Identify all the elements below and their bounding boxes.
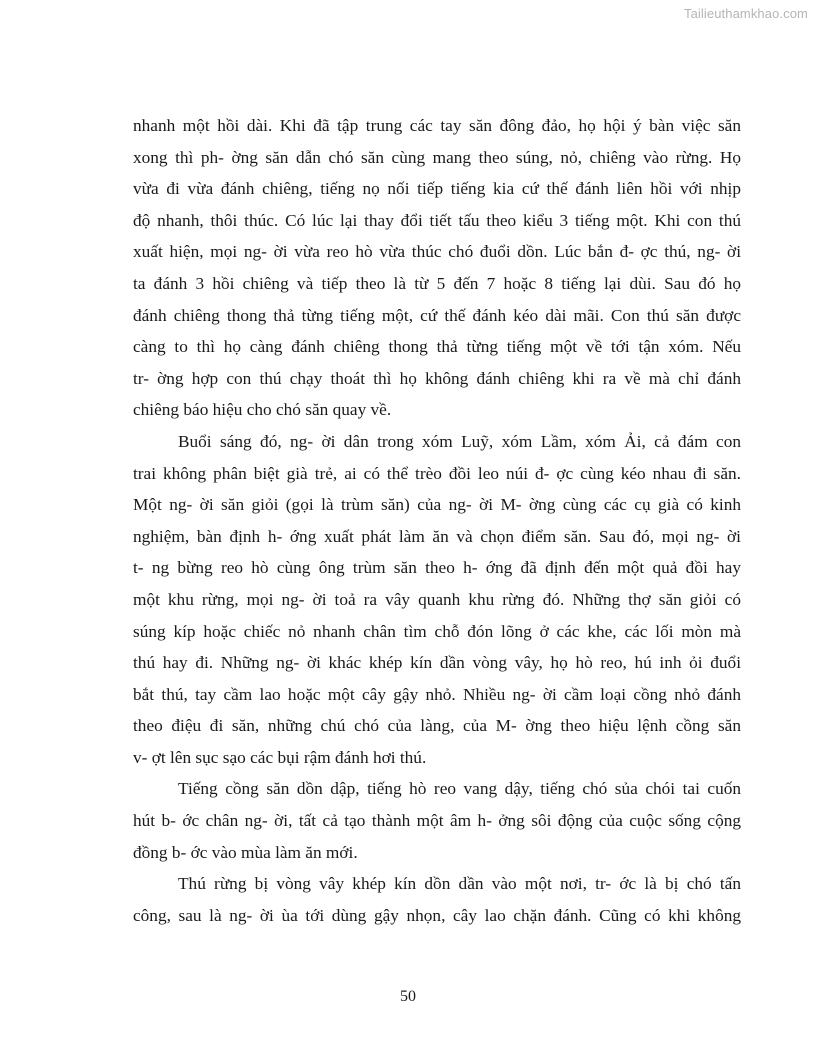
text-line: chiêng báo hiệu cho chó săn quay về. [133, 400, 392, 420]
text-line: Tiếng cồng săn dồn dập, tiếng hò reo vang dậy, tiếng chó sủa chói tai cuốn [178, 779, 741, 799]
text-line: Thú rừng bị vòng vây khép kín dồn dần vào một nơi, tr- ớc là bị chó tấn [178, 874, 741, 894]
text-line: ta đánh 3 hồi chiêng và tiếp theo là từ 5 đến 7 hoặc 8 tiếng lại dùi. Sau đó họ [133, 273, 741, 293]
paragraph [133, 110, 741, 426]
text-line: đồng b- ớc vào mùa làm ăn mới. [133, 842, 358, 862]
text-line: nghiệm, bàn định h- ớng xuất phát làm ăn và chọn điểm săn. Sau đó, mọi ng- ời [133, 526, 741, 546]
text-line: theo điệu đi săn, những chú chó của làng, của M- ờng theo hiệu lệnh cồng săn [133, 716, 741, 736]
text-line: một khu rừng, mọi ng- ời toả ra vây quanh khu rừng đó. Những thợ săn giỏi có [133, 589, 741, 609]
paragraph [133, 773, 741, 868]
paragraph [133, 426, 741, 774]
text-line: hút b- ớc chân ng- ời, tất cả tạo thành một âm h- ởng sôi động của cuộc sống cộng [133, 811, 741, 831]
text-line: trai không phân biệt già trẻ, ai có thể trèo đồi leo núi đ- ợc cùng kéo nhau đi săn. [133, 463, 741, 483]
text-line: đánh chiêng thong thả từng tiếng một, cứ thế đánh kéo dài mãi. Con thú săn được [133, 305, 741, 325]
text-line: bắt thú, tay cầm lao hoặc một cây gậy nhỏ. Nhiều ng- ời cầm loại cồng nhỏ đánh [133, 684, 741, 704]
text-line: t- ng bừng reo hò cùng ông trùm săn theo h- ớng đã định đến một quả đồi hay [133, 558, 741, 578]
text-line: tr- ờng hợp con thú chạy thoát thì họ không đánh chiêng khi ra về mà chỉ đánh [133, 368, 741, 388]
text-line: Một ng- ời săn giỏi (gọi là trùm săn) của ng- ời M- ờng cùng các cụ già có kinh [133, 495, 741, 515]
text-line: súng kíp hoặc chiếc nỏ nhanh chân tìm chỗ đón lõng ở các khe, các lối mòn mà [133, 621, 741, 641]
text-line: càng to thì họ càng đánh chiêng thong thả từng tiếng một về tới tận xóm. Nếu [133, 337, 741, 357]
text-line: thú hay đi. Những ng- ời khác khép kín dần vòng vây, họ hò reo, hú inh ỏi đuổi [133, 653, 741, 673]
text-line: xuất hiện, mọi ng- ời vừa reo hò vừa thúc chó đuổi dồn. Lúc bắn đ- ợc thú, ng- ời [133, 242, 741, 262]
text-line: công, sau là ng- ời ùa tới dùng gậy nhọn, cây lao chặn đánh. Cũng có khi không [133, 905, 741, 925]
text-line: độ nhanh, thôi thúc. Có lúc lại thay đổi tiết tấu theo kiểu 3 tiếng một. Khi con thú [133, 210, 741, 230]
text-line: nhanh một hồi dài. Khi đã tập trung các tay săn đông đảo, họ hội ý bàn việc săn [133, 116, 741, 135]
text-line: xong thì ph- ờng săn dẫn chó săn cùng mang theo súng, nỏ, chiêng vào rừng. Họ [133, 147, 741, 167]
text-line: v- ợt lên sục sạo các bụi rậm đánh hơi thú. [133, 747, 427, 767]
page-number: 50 [400, 988, 416, 1005]
text-line: Buổi sáng đó, ng- ời dân trong xóm Luỹ, xóm Lầm, xóm Ải, cả đám con [178, 431, 741, 451]
text-line: vừa đi vừa đánh chiêng, tiếng nọ nối tiếp tiếng kia cứ thế đánh liên hồi với nhịp [133, 179, 741, 199]
body-text [133, 110, 741, 931]
watermark-text: Tailieuthamkhao.com [683, 6, 808, 21]
paragraph [133, 868, 741, 931]
